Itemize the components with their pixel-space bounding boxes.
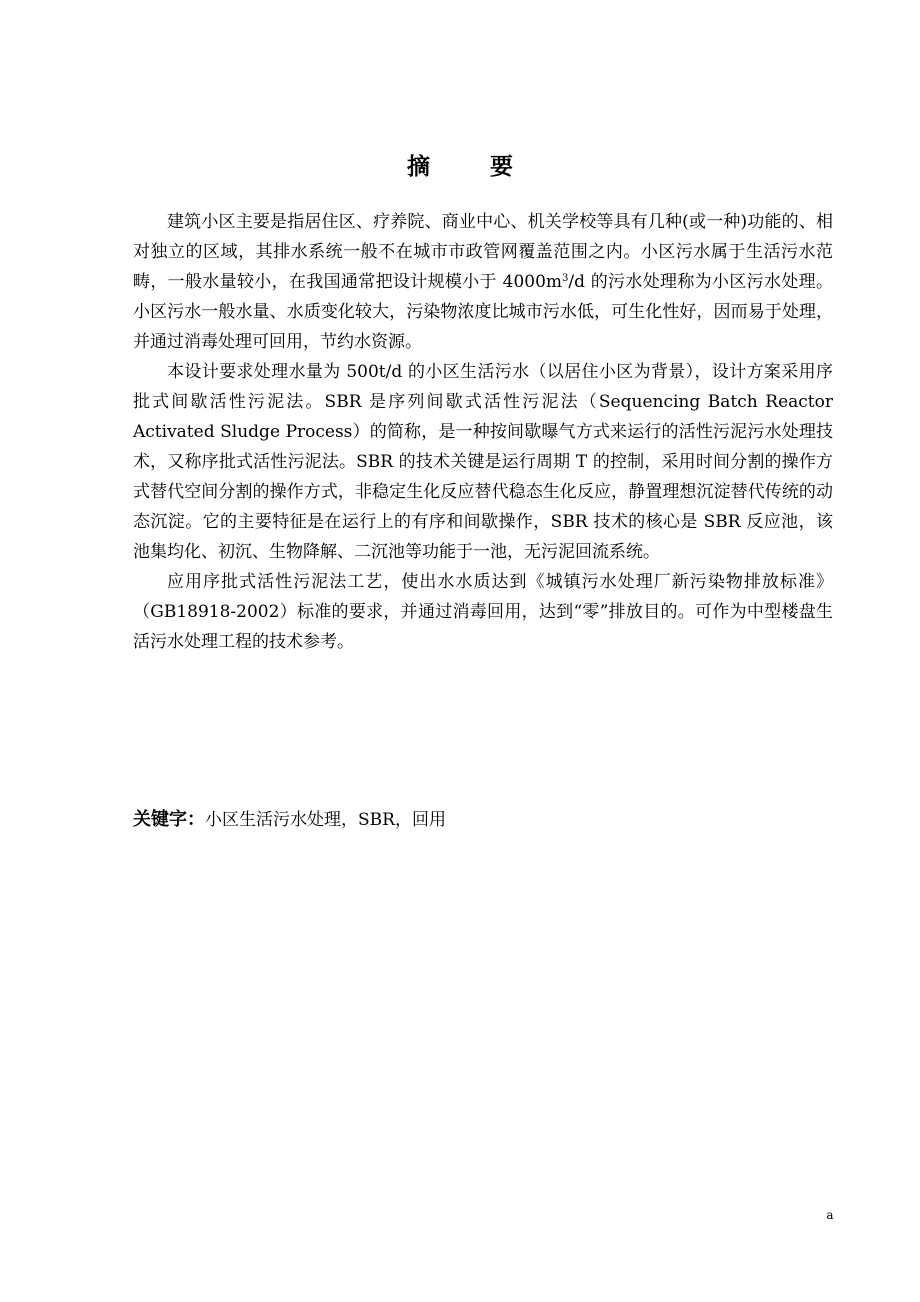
abstract-body [133, 207, 833, 657]
keywords-line [133, 805, 833, 835]
page-number: a [826, 1208, 834, 1222]
keywords-text: 小区生活污水处理，SBR，回用 [205, 810, 446, 830]
paragraph-1-text-end: /d 的污水处理称为小区污水处理。小区污水一般水量、水质变化较大，污染物浓度比城市污水低，可生化性好，因而易于处理，并通过消毒处理可回用，节约水资源。 [133, 272, 833, 352]
paragraph-1-text-start: 建筑小区主要是指居住区、疗养院、商业中心、机关学校等具有几种(或一种)功能的、相对独立的区域，其排水系统一般不在城市市政管网覆盖范围之内。小区污水属于生活污水范畴，一般水量较小，在我国通常把设计规模小于 4000m [133, 212, 833, 292]
abstract-paragraph-1 [133, 207, 833, 357]
superscript-exponent: 3 [562, 273, 569, 284]
abstract-paragraph-3: 应用序批式活性污泥法工艺，使出水水质达到《城镇污水处理厂新污染物排放标准》（GB18918-2002）标准的要求，并通过消毒回用，达到“零”排放目的。可作为中型楼盘生活污水处理工程的技术参考。 [133, 572, 833, 652]
keywords-label: 关键字： [133, 809, 205, 830]
abstract-title: 摘 要 [406, 154, 539, 180]
abstract-paragraph-2: 本设计要求处理水量为 500t/d 的小区生活污水（以居住小区为背景），设计方案采用序批式间歇活性污泥法。SBR 是序列间歇式活性污泥法（Sequencing Batch Reactor Activated Sludge Process）的简称，是一种按间歇曝气方式来运行的活性污泥污水处理技术，又称序批式活性污泥法。SBR 的技术关键是运行周期 T 的控制，采用时间分割的操作方式替代空间分割的操作方式，非稳定生化反应替代稳态生化反应，静置理想沉淀替代传统的动态沉淀。它的主要特征是在运行上的有序和间歇操作，SBR 技术的核心是 SBR 反应池，该池集均化、初沉、生物降解、二沉池等功能于一池，无污泥回流系统。 [133, 362, 833, 562]
